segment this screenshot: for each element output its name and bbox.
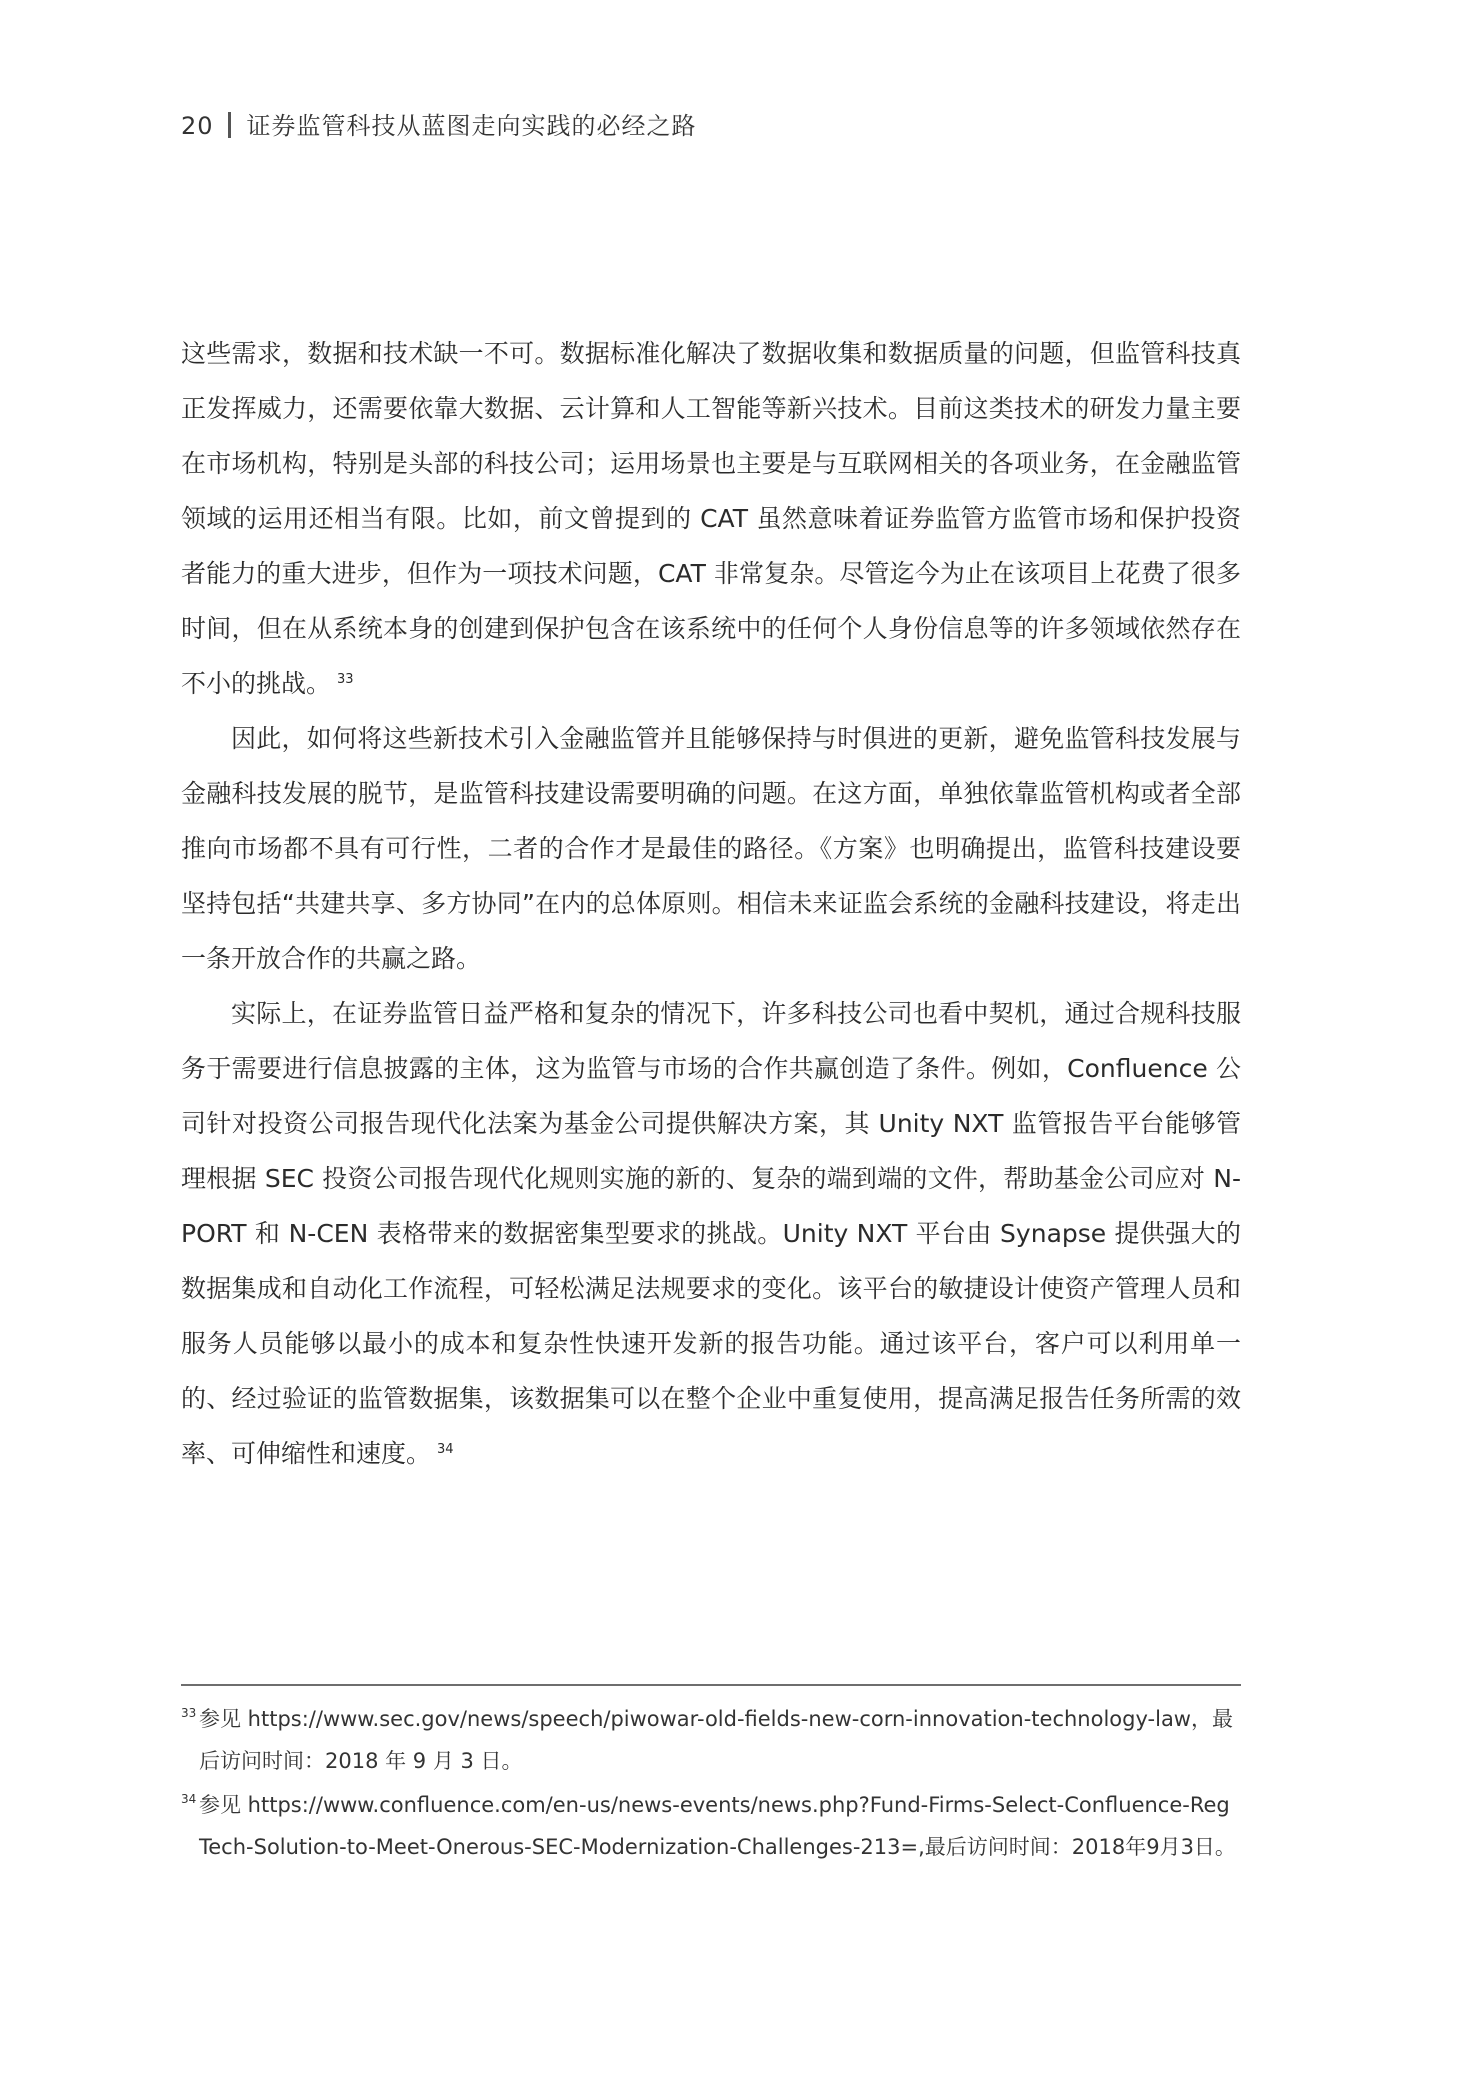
footnote-34 [181,1784,1241,1868]
paragraph-3-text: 实际上，在证券监管日益严格和复杂的情况下，许多科技公司也看中契机，通过合规科技服务于需要进行信息披露的主体，这为监管与市场的合作共赢创造了条件。例如，Confluence 公司针对投资公司报告现代化法案为基金公司提供解决方案，其 Unity NXT 监管报告平台能够管理根据 SEC 投资公司报告现代化规则实施的新的、复杂的端到端的文件，帮助基金公司应对 N-PORT 和 N-CEN 表格带来的数据密集型要求的挑战。Unity NXT 平台由 Synapse 提供强大的数据集成和自动化工作流程，可轻松满足法规要求的变化。该平台的敏捷设计使资产管理人员和服务人员能够以最小的成本和复杂性快速开发新的报告功能。通过该平台，客户可以利用单一的、经过验证的监管数据集，该数据集可以在整个企业中重复使用，提高满足报告任务所需的效率、可伸缩性和速度。 [181,999,1241,1468]
running-header [181,106,697,141]
header-separator [228,112,231,138]
footnote-ref-34: 34 [437,1441,454,1457]
paragraph-3 [181,986,1241,1481]
footnotes [181,1698,1241,1870]
running-title: 证券监管科技从蓝图走向实践的必经之路 [246,112,697,140]
paragraph-1-text: 这些需求，数据和技术缺一不可。数据标准化解决了数据收集和数据质量的问题，但监管科技真正发挥威力，还需要依靠大数据、云计算和人工智能等新兴技术。目前这类技术的研发力量主要在市场机构，特别是头部的科技公司；运用场景也主要是与互联网相关的各项业务，在金融监管领域的运用还相当有限。比如，前文曾提到的 CAT 虽然意味着证券监管方监管市场和保护投资者能力的重大进步，但作为一项技术问题，CAT 非常复杂。尽管迄今为止在该项目上花费了很多时间，但在从系统本身的创建到保护包含在该系统中的任何个人身份信息等的许多领域依然存在不小的挑战。 [181,339,1241,698]
footnote-number: 34 [181,1792,197,1806]
body-text [181,326,1241,1481]
paragraph-2: 因此，如何将这些新技术引入金融监管并且能够保持与时俱进的更新，避免监管科技发展与金融科技发展的脱节，是监管科技建设需要明确的问题。在这方面，单独依靠监管机构或者全部推向市场都不具有可行性，二者的合作才是最佳的路径。《方案》也明确提出，监管科技建设要坚持包括“共建共享、多方协同”在内的总体原则。相信未来证监会系统的金融科技建设，将走出一条开放合作的共赢之路。 [181,724,1241,973]
footnote-ref-33: 33 [337,671,354,687]
footnote-text: 参见 https://www.confluence.com/en-us/news-events/news.php?Fund-Firms-Select-Confluence-RegTech-Solution-to-Meet-Onerous-SEC-Modernization-Challenges-213=,最后访问时间：2018年9月3日。 [199,1793,1236,1859]
footnote-text: 参见 https://www.sec.gov/news/speech/piwowar-old-fields-new-corn-innovation-technology-law，最后访问时间：2018 年 9 月 3 日。 [199,1707,1233,1773]
footnote-number: 33 [181,1706,197,1720]
page-number: 20 [181,112,214,140]
paragraph-1 [181,326,1241,711]
footnote-33 [181,1698,1241,1782]
footnote-divider [181,1684,1241,1686]
